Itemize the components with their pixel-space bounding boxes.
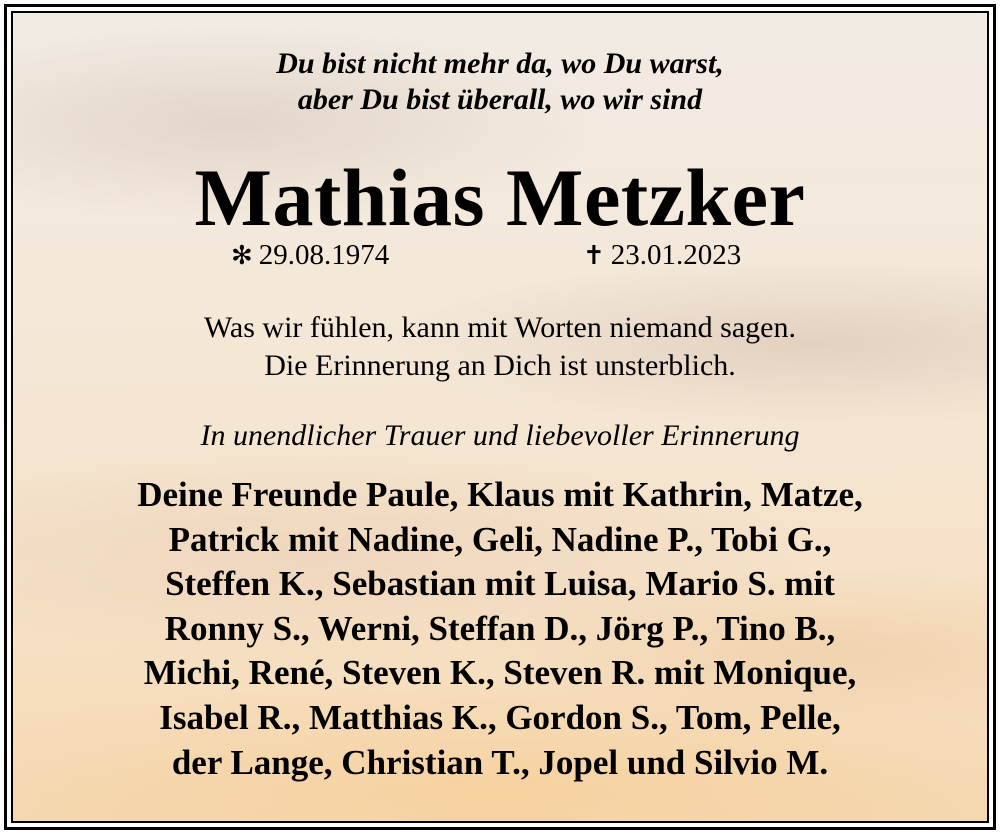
birth-date: 29.08.1974 (258, 239, 390, 271)
quote-line-1: Was wir fühlen, kann mit Worten niemand sagen. (204, 311, 796, 344)
quote-line-2: Die Erinnerung an Dich ist unsterblich. (264, 349, 736, 382)
motto-line-2: aber Du bist überall, wo wir sind (297, 83, 703, 116)
motto-line-1: Du bist nicht mehr da, wo Du warst, (276, 47, 724, 80)
birth-date-group (231, 235, 389, 276)
life-dates (13, 235, 987, 275)
mourners-line: Steffen K., Sebastian mit Luisa, Mario S. mit (165, 564, 835, 604)
birth-star-icon: ✻ (231, 241, 253, 271)
mourners-line: Patrick mit Nadine, Geli, Nadine P., Tobi G., (168, 519, 832, 559)
mourning-text: In unendlicher Trauer und liebevoller Erinnerung (200, 419, 800, 452)
mourners-line: Ronny S., Werni, Steffan D., Jörg P., Tino B., (164, 608, 836, 648)
mourners-line: Isabel R., Matthias K., Gordon S., Tom, Pelle, (159, 697, 841, 737)
mourners-line: Michi, René, Steven K., Steven R. mit Monique, (143, 653, 857, 693)
death-date-group (583, 235, 741, 276)
deceased-name: Mathias Metzker (194, 152, 806, 243)
motto (13, 46, 987, 118)
mourners-line: der Lange, Christian T., Jopel und Silvio M. (171, 742, 829, 782)
death-cross-icon: ✝ (583, 241, 605, 271)
quote (13, 309, 987, 385)
death-date: 23.01.2023 (610, 239, 742, 271)
obituary-content (13, 13, 987, 821)
mourners-list (13, 473, 987, 785)
inner-border (11, 11, 989, 823)
mourners-line: Deine Freunde Paule, Klaus mit Kathrin, Matze, (137, 475, 863, 514)
